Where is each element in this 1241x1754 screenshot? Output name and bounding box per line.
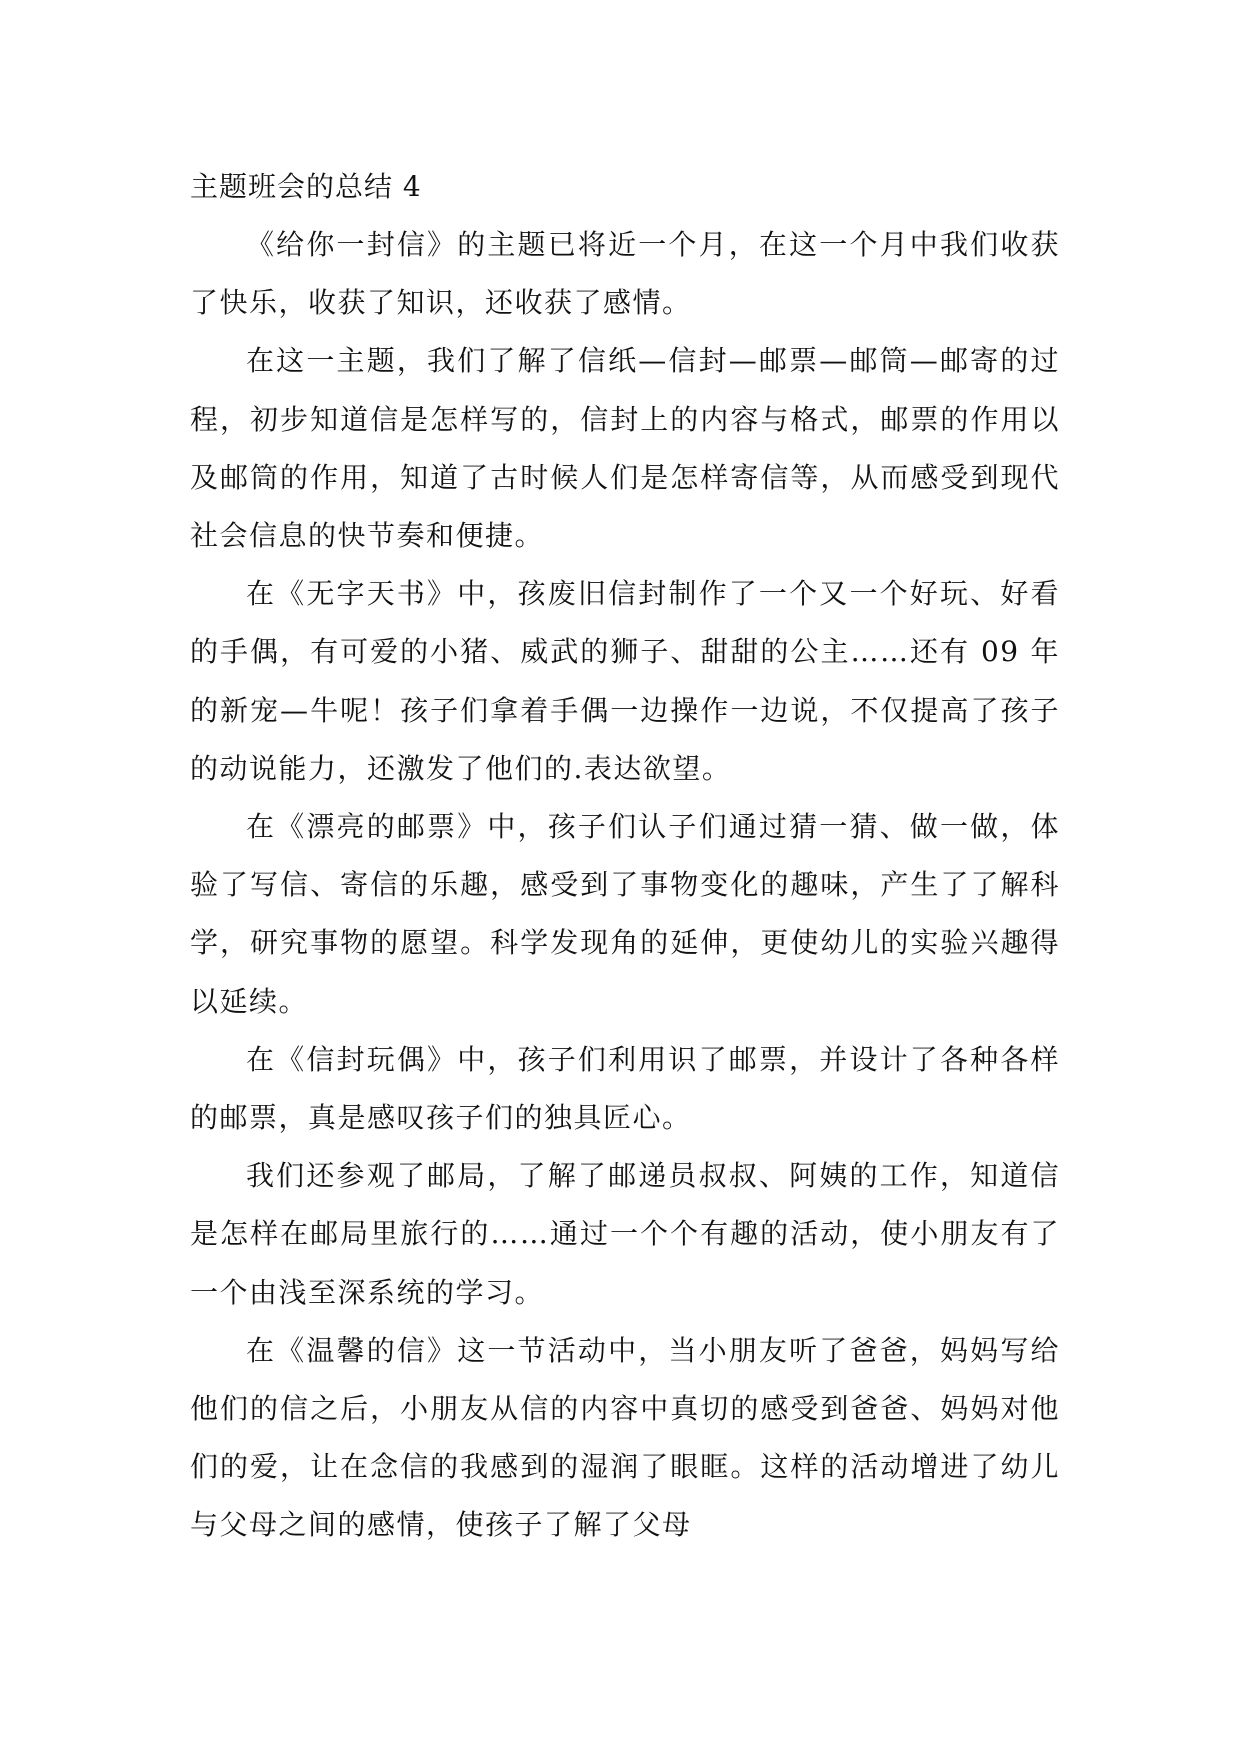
- paragraph-wordless-book: 在《无字天书》中，孩废旧信封制作了一个又一个好玩、好看的手偶，有可爱的小猪、威武的狮子、甜甜的公主……还有 09 年的新宠—牛呢！孩子们拿着手偶一边操作一边说，不仅提高了孩子的动说能力，还激发了他们的.表达欲望。: [190, 577, 1060, 785]
- document-body: [190, 158, 1060, 1555]
- document-title: 主题班会的总结 4: [190, 170, 422, 203]
- paragraph-envelope-puppets: 在《信封玩偶》中，孩子们利用识了邮票，并设计了各种各样的邮票，真是感叹孩子们的独具匠心。: [190, 1042, 1060, 1135]
- paragraph-intro: 《给你一封信》的主题已将近一个月，在这一个月中我们收获了快乐，收获了知识，还收获了感情。: [190, 228, 1060, 320]
- paragraph-beautiful-stamps: 在《漂亮的邮票》中，孩子们认子们通过猜一猜、做一做，体验了写信、寄信的乐趣，感受到了事物变化的趣味，产生了了解科学，研究事物的愿望。科学发现角的延伸，更使幼儿的实验兴趣得以延续。: [190, 810, 1060, 1018]
- paragraph-post-office-visit: 我们还参观了邮局，了解了邮递员叔叔、阿姨的工作，知道信是怎样在邮局里旅行的……通过一个个有趣的活动，使小朋友有了一个由浅至深系统的学习。: [190, 1159, 1060, 1309]
- paragraph-warm-letter: 在《温馨的信》这一节活动中，当小朋友听了爸爸，妈妈写给他们的信之后，小朋友从信的内容中真切的感受到爸爸、妈妈对他们的爱，让在念信的我感到的湿润了眼眶。这样的活动增进了幼儿与父母之间的感情，使孩子了解了父母: [190, 1333, 1060, 1542]
- paragraph-theme-process: 在这一主题，我们了解了信纸—信封—邮票—邮筒—邮寄的过程，初步知道信是怎样写的，信封上的内容与格式，邮票的作用以及邮筒的作用，知道了古时候人们是怎样寄信等，从而感受到现代社会信息的快节奏和便捷。: [190, 344, 1060, 553]
